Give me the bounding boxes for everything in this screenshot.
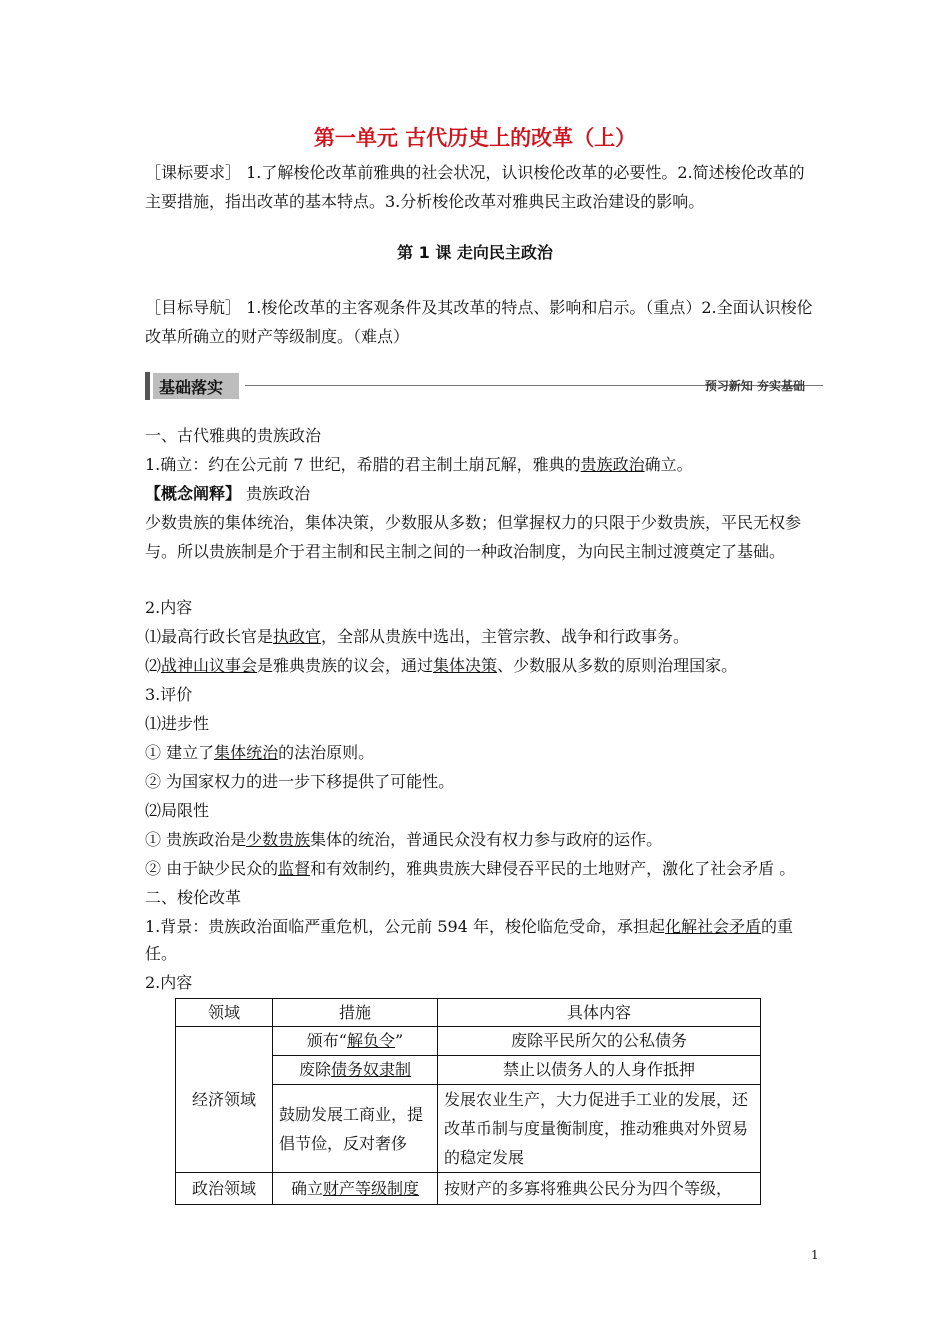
reform-table xyxy=(175,998,761,1205)
table-row xyxy=(176,1173,761,1205)
curriculum-requirements: ［课标要求］ 1.了解梭伦改革前雅典的社会状况，认识梭伦改革的必要性。2.简述梭伦改革的主要措施，指出改革的基本特点。3.分析梭伦改革对雅典民主政治建设的影响。 xyxy=(145,163,805,211)
text: ① 贵族政治是 xyxy=(145,830,247,849)
text: 和有效制约，雅典贵族大肆侵吞平民的土地财产，激化了社会矛盾 。 xyxy=(310,859,796,878)
text: 1.确立：约在公元前 7 世纪，希腊的君主制土崩瓦解，雅典的 xyxy=(145,455,581,474)
measure-cell xyxy=(273,1027,438,1056)
measure-cell xyxy=(273,1173,438,1205)
text: 确立 xyxy=(290,1178,323,1198)
limitation-item-2 xyxy=(145,858,795,880)
evaluation-heading: 3.评价 xyxy=(145,685,193,704)
text: 、少数服从多数的原则治理国家。 xyxy=(497,656,738,675)
domain-cell: 经济领域 xyxy=(176,1027,273,1173)
section1-heading: 一、古代雅典的贵族政治 xyxy=(145,426,322,445)
background-line-cont: 任。 xyxy=(145,944,178,963)
underlined-term: 财产等级制度 xyxy=(323,1178,420,1198)
concept-title: 贵族政治 xyxy=(241,484,311,503)
progress-item-1 xyxy=(145,742,374,764)
text: 是雅典贵族的议会，通过 xyxy=(257,656,434,675)
text: ⑴最高行政长官是 xyxy=(145,627,274,646)
section1-establish xyxy=(145,454,693,476)
concept-tag: 【概念阐释】 xyxy=(145,484,242,503)
underlined-term: 化解社会矛盾 xyxy=(664,917,761,936)
underlined-term: 战神山议事会 xyxy=(161,656,258,675)
table-header-row xyxy=(176,999,761,1027)
concept-heading xyxy=(145,483,310,505)
banner-subtitle: 预习新知 夯实基础 xyxy=(704,379,805,393)
content-item-2 xyxy=(145,655,737,677)
progress-item-2: ② 为国家权力的进一步下移提供了可能性。 xyxy=(145,772,455,791)
section2-heading: 二、梭伦改革 xyxy=(145,888,242,907)
underlined-term: 监督 xyxy=(278,859,311,878)
header-cell: 领域 xyxy=(176,999,273,1027)
section2-content-heading: 2.内容 xyxy=(145,973,193,992)
underlined-term: 执政官 xyxy=(273,627,322,646)
text: ，全部从贵族中选出，主管宗教、战争和行政事务。 xyxy=(321,627,690,646)
text: 废除 xyxy=(298,1060,331,1079)
banner-label: 基础落实 xyxy=(159,378,224,397)
content-cell: 禁止以债务人的人身作抵押 xyxy=(438,1056,761,1085)
content-item-1 xyxy=(145,626,689,648)
content-cell: 废除平民所欠的公私债务 xyxy=(438,1027,761,1056)
text: ② 由于缺少民众的 xyxy=(145,859,279,878)
lesson-title: 第 1 课 走向民主政治 xyxy=(397,243,553,262)
background-line xyxy=(145,916,793,938)
underlined-term: 解负令 xyxy=(346,1031,395,1050)
text: 颁布“ xyxy=(306,1031,347,1050)
text: 的重 xyxy=(761,917,794,936)
text: ” xyxy=(395,1031,404,1050)
progress-heading: ⑴进步性 xyxy=(145,714,210,733)
text: ⑵ xyxy=(145,656,162,675)
underlined-term: 贵族政治 xyxy=(580,455,645,474)
text: 1.背景：贵族政治面临严重危机，公元前 594 年，梭伦临危受命，承担起 xyxy=(145,917,665,936)
section-banner xyxy=(145,372,805,400)
measure-cell xyxy=(273,1056,438,1085)
text: 集体的统治，普通民众没有权力参与政府的运作。 xyxy=(310,830,663,849)
content-cell: 按财产的多寡将雅典公民分为四个等级， xyxy=(438,1173,761,1205)
unit-title: 第一单元 古代历史上的改革（上） xyxy=(313,126,637,150)
text: 确立。 xyxy=(644,455,693,474)
text: ① 建立了 xyxy=(145,743,215,762)
underlined-term: 少数贵族 xyxy=(246,830,311,849)
table-row xyxy=(176,1027,761,1056)
concept-text: 少数贵族的集体统治，集体决策，少数服从多数；但掌握权力的只限于少数贵族，平民无权参与。所以贵族制是介于君主制和民主制之间的一种政治制度，为向民主制过渡奠定了基础。 xyxy=(145,513,802,561)
header-cell: 具体内容 xyxy=(438,999,761,1027)
learning-goals: ［目标导航］ 1.梭伦改革的主客观条件及其改革的特点、影响和启示。（重点）2.全面认识梭伦改革所确立的财产等级制度。（难点） xyxy=(145,298,813,346)
underlined-term: 债务奴隶制 xyxy=(331,1060,412,1079)
limitation-item-1 xyxy=(145,829,662,851)
measure-cell: 鼓励发展工商业，提倡节俭，反对奢侈 xyxy=(273,1085,438,1173)
content-cell: 发展农业生产，大力促进手工业的发展，还改革币制与度量衡制度，推动雅典对外贸易的稳定发展 xyxy=(438,1085,761,1173)
domain-cell: 政治领域 xyxy=(176,1173,273,1205)
banner-bar xyxy=(145,372,150,400)
underlined-term: 集体统治 xyxy=(214,743,279,762)
text: 的法治原则。 xyxy=(278,743,375,762)
content-heading: 2.内容 xyxy=(145,598,193,617)
header-cell: 措施 xyxy=(273,999,438,1027)
underlined-term: 集体决策 xyxy=(433,656,498,675)
page-number: 1 xyxy=(811,1248,819,1262)
limitation-heading: ⑵局限性 xyxy=(145,801,210,820)
